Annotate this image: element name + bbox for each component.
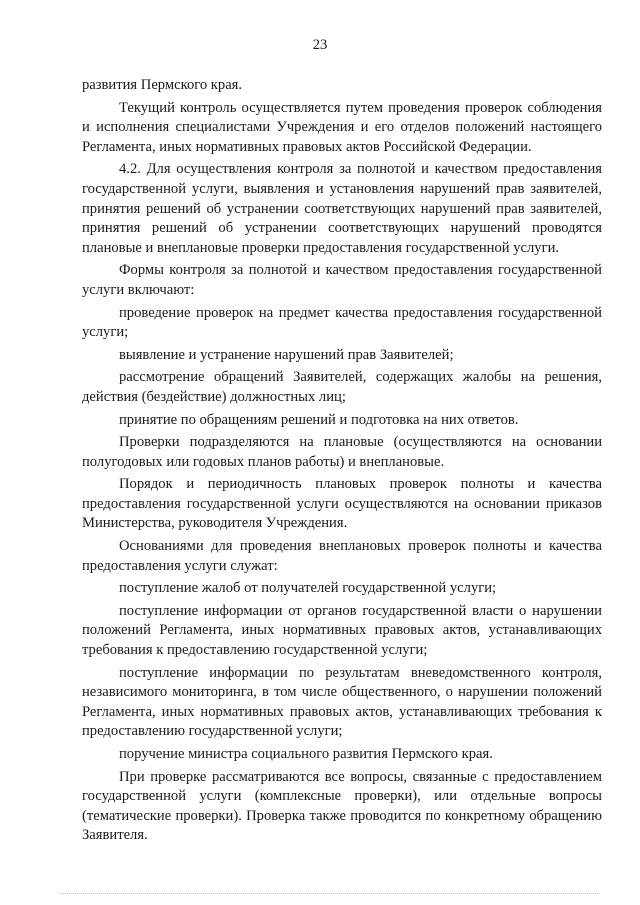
paragraph-4-2: 4.2. Для осуществления контроля за полнотой и качеством предоставления государственной услуги, выявления и установления нарушений прав заявителей, принятия решений об устранении соответствующих нарушений прав заявителей, принятия решений об устранении соответствующих нарушений проводятся плановые и внеплановые проверки предоставления государственной услуги.	[82, 161, 602, 256]
list-item-monitoring-info: поступление информации по результатам вневедомственного контроля, независимого мониторинга, в том числе общественного, о нарушении положений Регламента, иных нормативных правовых актов, устанавливающих требования к предоставлению государственной услуги;	[82, 664, 602, 740]
paragraph-planned-order: Порядок и периодичность плановых проверок полноты и качества предоставления государственной услуги осуществляются на основании приказов Министерства, руководителя Учреждения.	[82, 476, 602, 532]
page-number: 23	[312, 37, 328, 53]
paragraph-continuation: развития Пермского края.	[82, 77, 243, 93]
list-item-decisions: принятие по обращениям решений и подготовка на них ответов.	[119, 411, 519, 428]
list-item-inspections: проведение проверок на предмет качества предоставления государственной услуги;	[82, 304, 602, 341]
paragraph-unplanned-grounds: Основаниями для проведения внеплановых проверок полноты и качества предоставления услуги служат:	[82, 538, 602, 574]
list-item-minister-order: поручение министра социального развития Пермского края.	[119, 746, 493, 762]
list-item-complaints: рассмотрение обращений Заявителей, содержащих жалобы на решения, действия (бездействие) должностных лиц;	[82, 369, 602, 405]
paragraph-inspection-scope: При проверке рассматриваются все вопросы, связанные с предоставлением государственной услуги (комплексные проверки), или отдельные вопросы (тематические проверки). Проверка также проводится по конкретному обращению Заявителя.	[82, 768, 602, 844]
document-body	[82, 76, 602, 846]
list-item-complaints-received: поступление жалоб от получателей государственной услуги;	[119, 580, 497, 597]
paragraph-current-control: Текущий контроль осуществляется путем проведения проверок соблюдения и исполнения специалистами Учреждения и его отделов положений настоящего Регламента, иных нормативных правовых актов Российской Федерации.	[82, 99, 602, 155]
list-item-authority-info: поступление информации от органов государственной власти о нарушении положений Регламента, иных нормативных правовых актов, устанавливающих требования к предоставлению государственной услуги;	[82, 602, 602, 659]
paragraph-control-forms: Формы контроля за полнотой и качеством предоставления государственной услуги включают:	[82, 262, 602, 298]
list-item-violations: выявление и устранение нарушений прав Заявителей;	[119, 346, 454, 363]
scan-edge-rule	[60, 893, 600, 894]
paragraph-inspection-types: Проверки подразделяются на плановые (осуществляются на основании полугодовых или годовых планов работы) и внеплановые.	[82, 434, 602, 470]
